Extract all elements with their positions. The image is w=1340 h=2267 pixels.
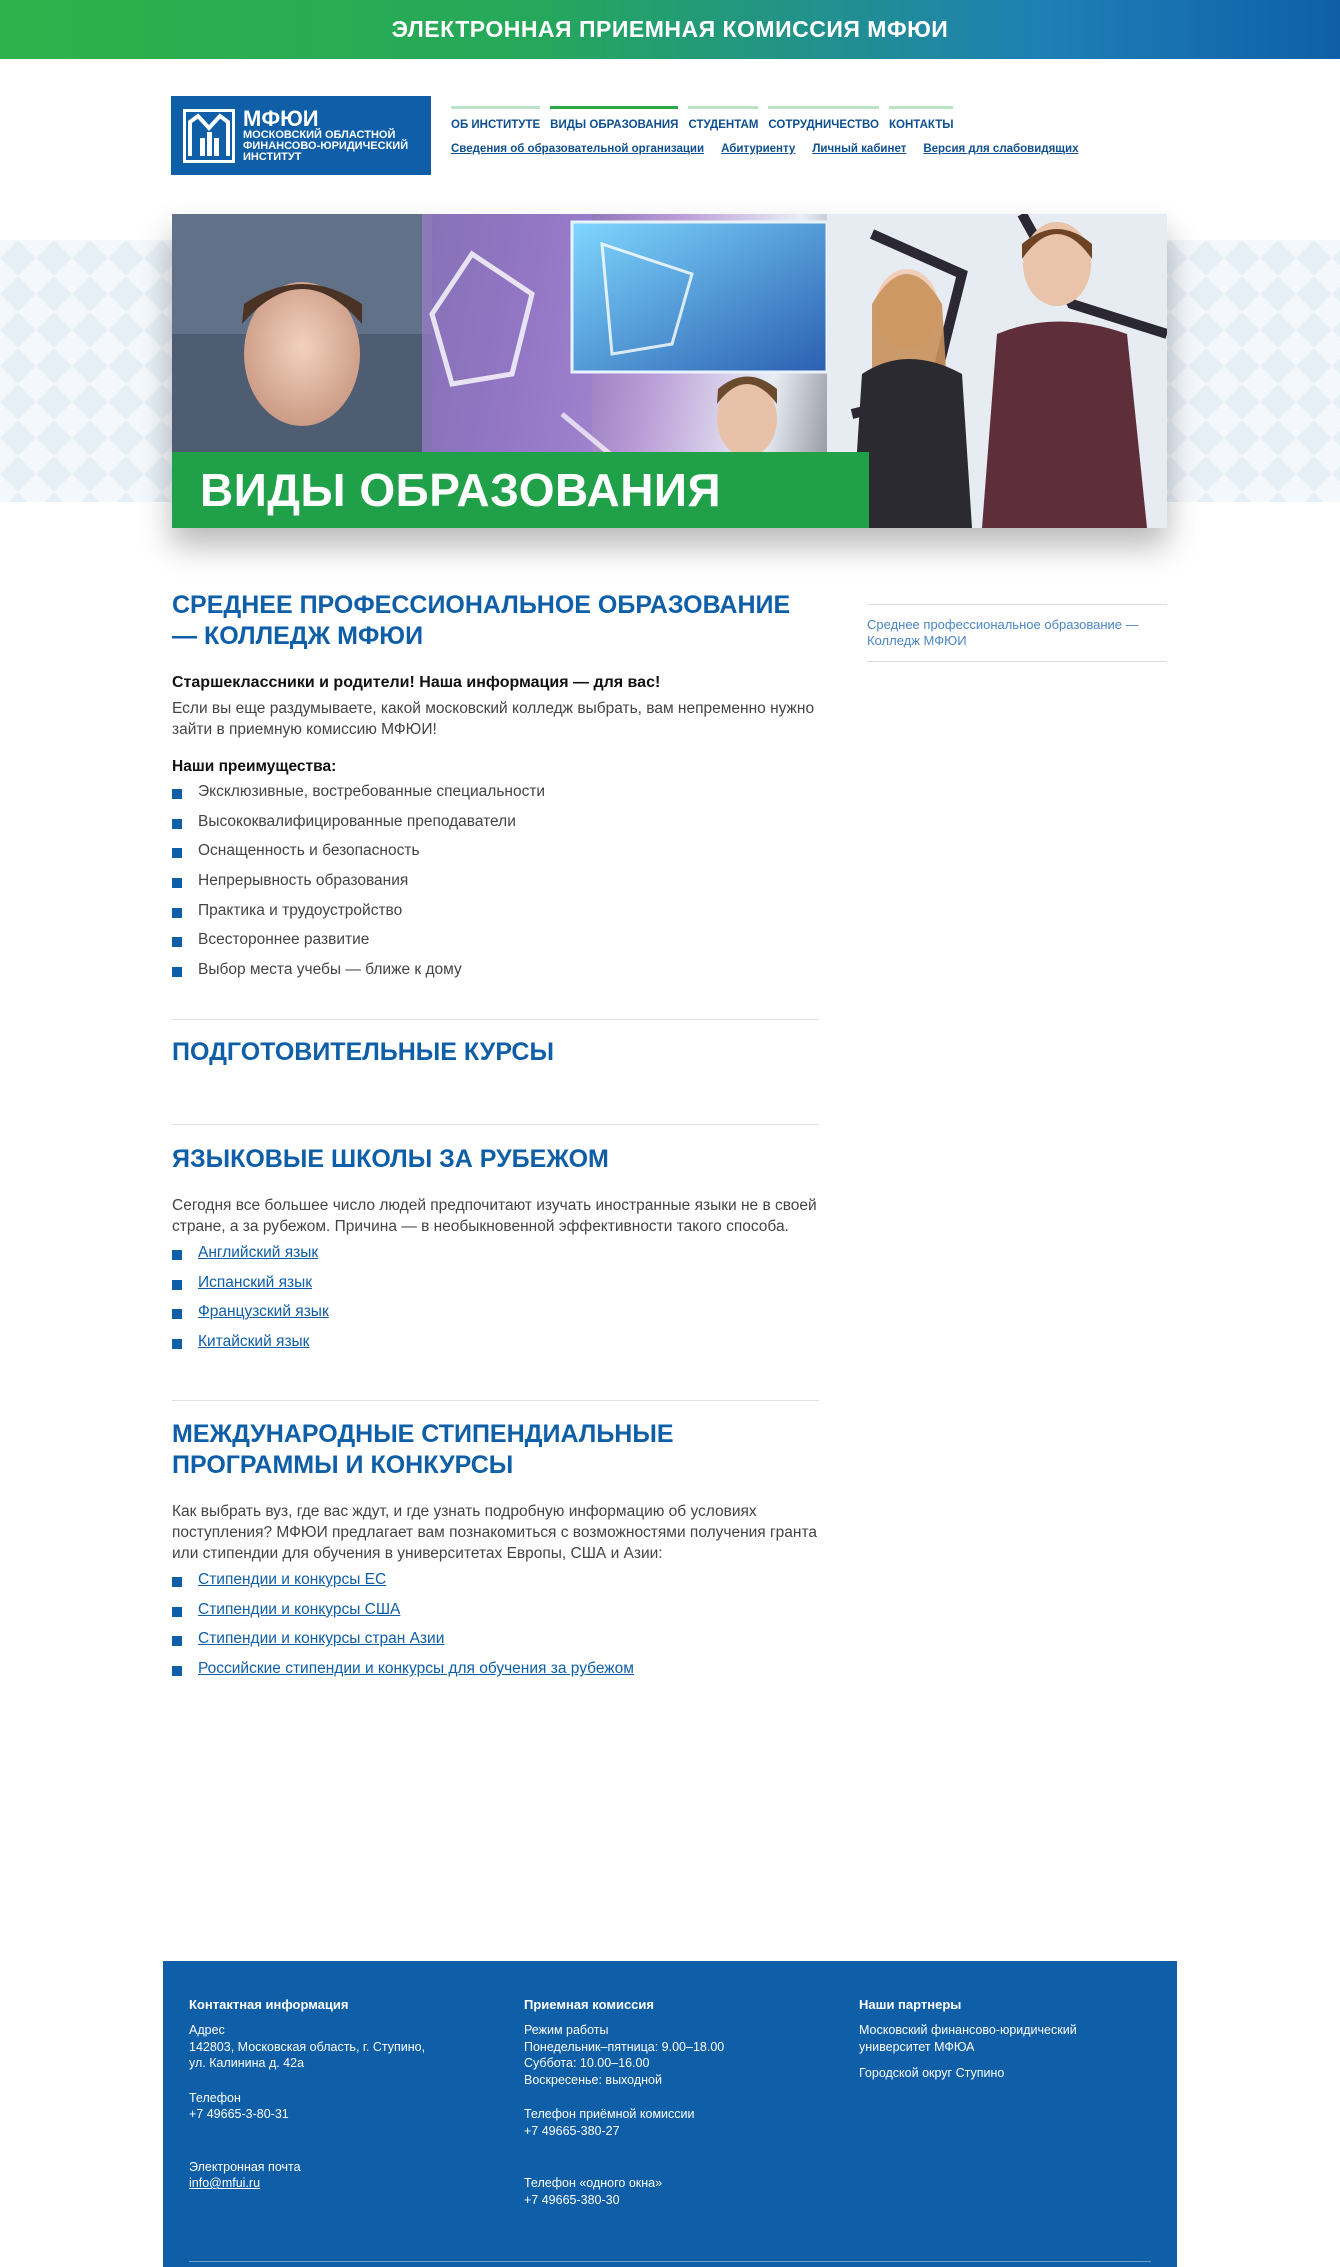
subnav-org-info[interactable]: Сведения об образовательной организации — [451, 143, 705, 155]
list-item — [172, 1243, 819, 1273]
nav-item-students[interactable]: СТУДЕНТАМ — [688, 106, 758, 131]
logo-line-1: МОСКОВСКИЙ ОБЛАСТНОЙ — [243, 129, 396, 141]
grants-text: Как выбрать вуз, где вас ждут, и где узнать подробную информацию об условиях поступления? МФЮИ предлагает вам познакомиться с возможностями получения гранта или стипендии для обучения в университетах Европы, США и Азии: — [172, 1503, 818, 1562]
nav-item-contacts[interactable]: КОНТАКТЫ — [889, 106, 953, 131]
admission-phone: +7 49665-380-27 — [524, 2123, 620, 2138]
nav-item-education-types[interactable]: ВИДЫ ОБРАЗОВАНИЯ — [550, 106, 678, 131]
advantages-list — [172, 782, 819, 990]
languages-list — [172, 1243, 819, 1362]
courses-title: ПОДГОТОВИТЕЛЬНЫЕ КУРСЫ — [172, 1038, 554, 1066]
address-line-1: 142803, Московская область, г. Ступино, — [189, 2039, 426, 2054]
main-nav — [451, 106, 953, 131]
link-grants-eu[interactable]: Стипендии и конкурсы ЕС — [198, 1571, 387, 1588]
footer-partners — [859, 1997, 1159, 2082]
banner-title: ЭЛЕКТРОННАЯ ПРИЕМНАЯ КОМИССИЯ МФЮИ — [391, 16, 949, 42]
link-english[interactable]: Английский язык — [198, 1244, 319, 1261]
college-lead: Старшеклассники и родители! Наша информация — для вас! — [172, 674, 661, 691]
footer-partners-title: Наши партнеры — [859, 1997, 962, 2012]
logo-mark-icon — [183, 109, 235, 163]
section-divider — [172, 1400, 819, 1401]
hero-caption — [172, 452, 869, 528]
hero-title: ВИДЫ ОБРАЗОВАНИЯ — [200, 464, 722, 516]
link-grants-russia[interactable]: Российские стипендии и конкурсы для обучения за рубежом — [198, 1660, 634, 1678]
hours-label: Режим работы — [524, 2023, 609, 2037]
logo-abbreviation: МФЮИ — [243, 106, 319, 131]
list-item — [172, 1302, 819, 1332]
link-grants-asia[interactable]: Стипендии и конкурсы стран Азии — [198, 1630, 445, 1648]
nav-item-about[interactable]: ОБ ИНСТИТУТЕ — [451, 106, 540, 131]
list-item — [172, 1629, 819, 1659]
college-title: СРЕДНЕЕ ПРОФЕССИОНАЛЬНОЕ ОБРАЗОВАНИЕ — КОЛЛЕДЖ МФЮИ — [172, 591, 791, 650]
list-item — [172, 1332, 819, 1362]
list-item: Непрерывность образования — [172, 871, 819, 901]
hero-photo — [172, 214, 1167, 528]
email-label: Электронная почта — [189, 2159, 301, 2174]
list-item — [172, 1570, 819, 1600]
grants-list — [172, 1570, 819, 1689]
phone-label: Телефон — [189, 2090, 241, 2105]
footer-contacts — [189, 1997, 489, 2192]
phone-value: +7 49665-3-80-31 — [189, 2107, 289, 2121]
college-list-title: Наши преимущества: — [172, 758, 337, 775]
subnav-applicant[interactable]: Абитуриенту — [721, 143, 796, 155]
subnav-accessibility-version[interactable]: Версия для слабовидящих — [923, 143, 1079, 155]
link-chinese[interactable]: Китайский язык — [198, 1333, 310, 1351]
section-grants — [172, 1419, 819, 1689]
footer-divider — [189, 2261, 1151, 2262]
window-phone-label: Телефон «одного окна» — [524, 2176, 663, 2190]
list-item — [172, 1659, 819, 1689]
list-item: Эксклюзивные, востребованные специальности — [172, 782, 819, 812]
subnav-personal-account[interactable]: Личный кабинет — [812, 143, 907, 155]
footer — [163, 1961, 1177, 2267]
hours-weekdays: Понедельник–пятница: 9.00–18.00 — [524, 2039, 725, 2054]
section-divider — [172, 1019, 819, 1020]
list-item: Всестороннее развитие — [172, 930, 819, 960]
email-link[interactable]: info@mfui.ru — [189, 2176, 261, 2190]
hours-saturday: Суббота: 10.00–16.00 — [524, 2056, 650, 2070]
partner-1-line-2[interactable]: университет МФЮА — [859, 2039, 975, 2054]
footer-admission-title: Приемная комиссия — [524, 1997, 654, 2012]
nav-item-cooperation[interactable]: СОТРУДНИЧЕСТВО — [768, 106, 879, 131]
top-banner — [0, 0, 1340, 59]
list-item: Оснащенность и безопасность — [172, 841, 819, 871]
section-college — [172, 590, 819, 990]
section-language-schools — [172, 1144, 819, 1362]
list-item: Выбор места учебы — ближе к дому — [172, 960, 819, 990]
link-spanish[interactable]: Испанский язык — [198, 1273, 313, 1291]
address-line-2: ул. Калинина д. 42а — [189, 2056, 305, 2070]
list-item — [172, 1600, 819, 1630]
schools-text: Сегодня все большее число людей предпочитают изучать иностранные языки не в своей стране, а за рубежом. Причина — в необыкновенной эффективности такого способа. — [172, 1197, 817, 1235]
sidebar-link-college[interactable]: Среднее профессиональное образование — Колледж МФЮИ — [867, 617, 1139, 648]
site-logo[interactable] — [171, 96, 431, 175]
list-item: Практика и трудоустройство — [172, 901, 819, 931]
section-courses — [172, 1037, 819, 1068]
grants-title: МЕЖДУНАРОДНЫЕ СТИПЕНДИАЛЬНЫЕ ПРОГРАММЫ И КОНКУРСЫ — [172, 1420, 674, 1479]
logo-line-3: ИНСТИТУТ — [243, 151, 302, 163]
window-phone: +7 49665-380-30 — [524, 2192, 620, 2207]
footer-admission — [524, 1997, 824, 2208]
list-item: Высококвалифицированные преподаватели — [172, 812, 819, 842]
hours-sunday: Воскресенье: выходной — [524, 2072, 662, 2087]
link-grants-usa[interactable]: Стипендии и конкурсы США — [198, 1600, 401, 1618]
list-item — [172, 1273, 819, 1303]
admission-phone-label: Телефон приёмной комиссии — [524, 2107, 695, 2121]
logo-line-2: ФИНАНСОВО-ЮРИДИЧЕСКИЙ — [243, 140, 409, 152]
sub-nav — [451, 143, 1078, 155]
sidebar — [867, 604, 1167, 662]
link-french[interactable]: Французский язык — [198, 1303, 329, 1321]
schools-title: ЯЗЫКОВЫЕ ШКОЛЫ ЗА РУБЕЖОМ — [172, 1145, 609, 1173]
partner-1-line-1[interactable]: Московский финансово-юридический — [859, 2023, 1077, 2037]
partner-2[interactable]: Городской округ Ступино — [859, 2066, 1005, 2080]
section-divider — [172, 1124, 819, 1125]
footer-contacts-title: Контактная информация — [189, 1997, 349, 2012]
address-label: Адрес — [189, 2023, 225, 2037]
college-text: Если вы еще раздумываете, какой московский колледж выбрать, вам непременно нужно зайти в приемную комиссию МФЮИ! — [172, 700, 815, 738]
